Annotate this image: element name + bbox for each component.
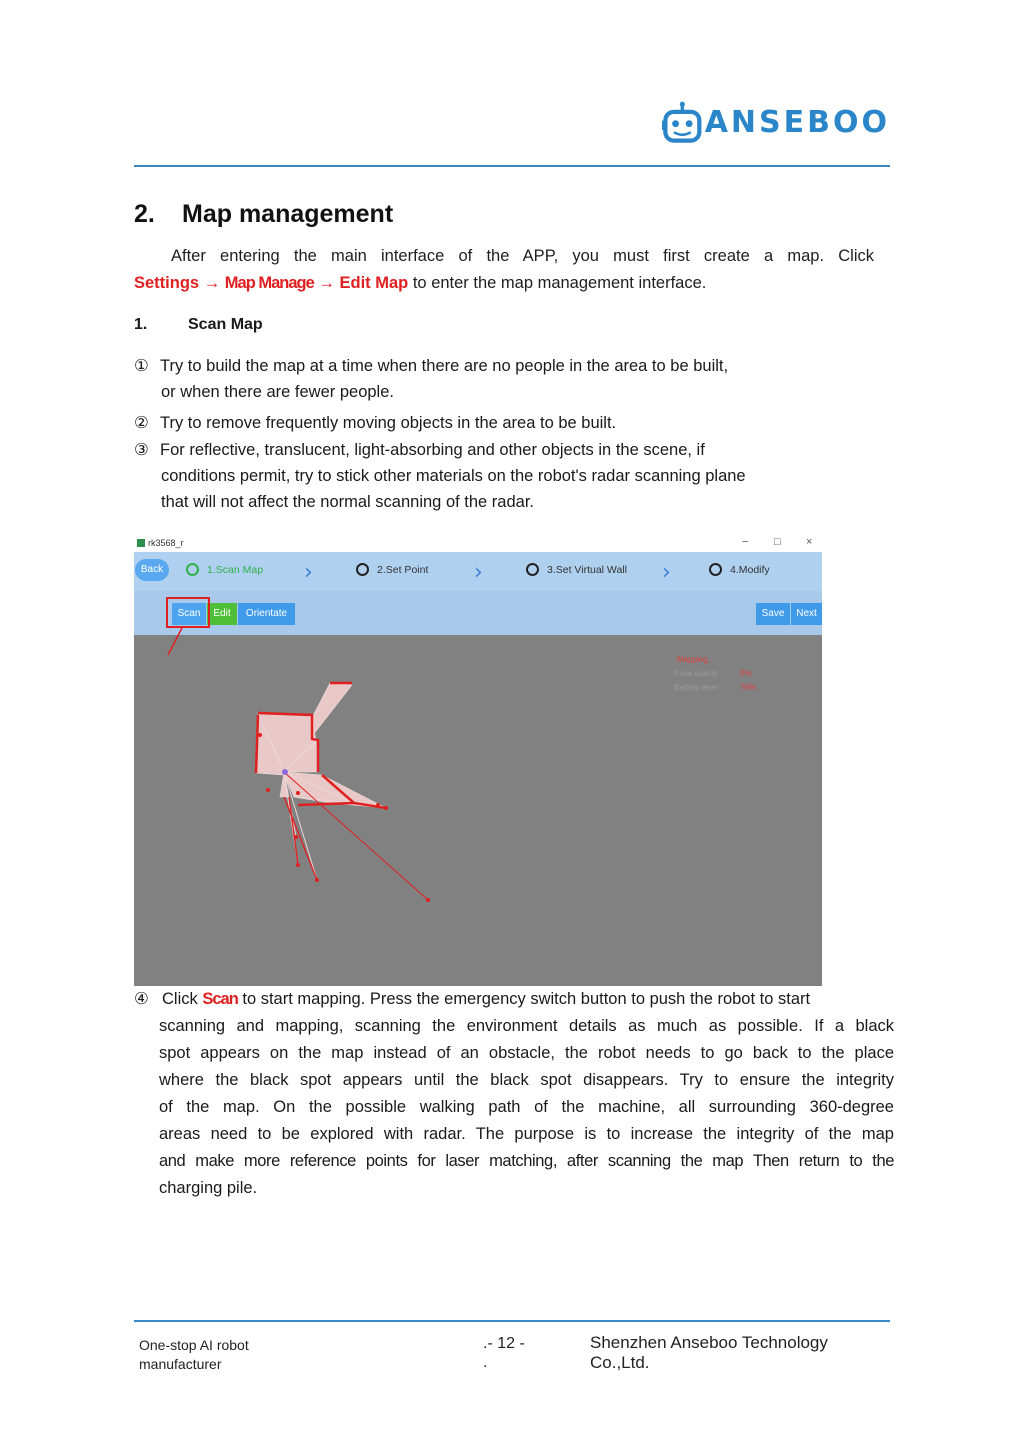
intro-line1: After entering the main interface of the APP, you must first create a map. Click xyxy=(171,247,874,265)
maximize-icon[interactable]: □ xyxy=(774,536,781,548)
item-text: Try to remove frequently moving objects in the area to be built. xyxy=(160,414,617,432)
item-text: and make more reference points for laser matching, after scanning the map Then return to the xyxy=(159,1152,894,1170)
item-text: areas need to be explored with radar. The purpose is to increase the integrity of the map xyxy=(159,1125,894,1143)
footer-right xyxy=(590,1333,828,1373)
step-label: 4.Modify xyxy=(730,563,770,576)
mapping-status xyxy=(674,653,756,695)
item-text: charging pile. xyxy=(159,1179,258,1197)
item-marker: ② xyxy=(134,414,149,432)
item-text: spot appears on the map instead of an obstacle, the robot needs to go back to the place xyxy=(159,1044,894,1062)
orientate-button[interactable]: Orientate xyxy=(238,603,295,625)
robot-logo-icon xyxy=(662,96,703,148)
item-scan: Scan xyxy=(202,990,238,1008)
item-marker: ③ xyxy=(134,441,149,459)
brand-name: ANSEBOO xyxy=(704,104,890,140)
scan-map-canvas xyxy=(134,535,822,986)
section-heading xyxy=(134,200,393,229)
close-icon[interactable]: × xyxy=(806,536,813,548)
list-item xyxy=(134,410,874,436)
footer-page xyxy=(483,1334,525,1372)
page-number: .- 12 - xyxy=(483,1335,525,1352)
item-text: of the map. On the possible walking path of the machine, all surrounding 360-degree xyxy=(159,1098,894,1116)
item-text: conditions permit, try to stick other materials on the robot's radar scanning plane xyxy=(161,467,746,485)
robot-position-icon xyxy=(282,769,288,775)
list-item xyxy=(134,986,894,1202)
window-title: rk3568_r xyxy=(148,538,184,548)
intro-end: to enter the map management interface. xyxy=(412,274,707,292)
pointer-arrow xyxy=(168,628,182,655)
chevron-right-icon: › xyxy=(474,560,483,585)
item-text: Try to build the map at a time when there are no people in the area to be built, xyxy=(160,357,729,375)
footer-right-line1: Shenzhen Anseboo Technology xyxy=(590,1333,828,1352)
section-title: Map management xyxy=(182,200,394,228)
pose-quality-label: Pose quality xyxy=(674,669,718,678)
brand-logo xyxy=(662,96,890,148)
step-label: 3.Set Virtual Wall xyxy=(547,563,627,576)
footer-rule xyxy=(134,1320,890,1322)
save-button[interactable]: Save xyxy=(756,603,790,625)
list-item xyxy=(134,437,874,515)
scan-button[interactable]: Scan xyxy=(172,603,206,625)
footer-left-line1: One-stop AI robot xyxy=(139,1337,249,1353)
subsection-title: Scan Map xyxy=(188,316,263,333)
header-rule xyxy=(134,165,890,167)
footer-left xyxy=(139,1336,249,1374)
item-text: scanning and mapping, scanning the environment details as much as possible. If a black xyxy=(159,1017,894,1035)
item-marker: ① xyxy=(134,357,149,375)
footer-left-line2: manufacturer xyxy=(139,1356,222,1372)
path-edit-map: Edit Map xyxy=(339,274,409,292)
item-text: to start mapping. Press the emergency switch button to push the robot to start xyxy=(242,990,811,1008)
battery-value: 76% xyxy=(740,683,757,692)
subsection-heading xyxy=(134,316,263,334)
subsection-number: 1. xyxy=(134,316,148,333)
item-click: Click xyxy=(162,990,198,1008)
path-settings: Settings xyxy=(134,274,200,292)
intro-line2 xyxy=(134,274,706,292)
minimize-icon[interactable]: − xyxy=(742,536,749,548)
step-label: 1.Scan Map xyxy=(207,563,264,576)
path-arrow: → xyxy=(318,274,335,292)
item-text: that will not affect the normal scanning of the radar. xyxy=(161,493,534,511)
chevron-right-icon: › xyxy=(662,560,671,585)
path-map-manage: Map Manage xyxy=(224,274,314,292)
step-label: 2.Set Point xyxy=(377,563,429,576)
next-button[interactable]: Next xyxy=(791,603,822,625)
chevron-right-icon: › xyxy=(304,560,313,585)
item-text: where the black spot appears until the black spot disappears. Try to ensure the integrity xyxy=(159,1071,894,1089)
section-number: 2. xyxy=(134,200,155,228)
item-text: or when there are fewer people. xyxy=(161,383,394,401)
item-marker: ④ xyxy=(134,990,149,1008)
intro-paragraph xyxy=(134,243,874,297)
pose-quality-value: 0% xyxy=(740,669,752,678)
item-text: For reflective, translucent, light-absorbing and other objects in the scene, if xyxy=(160,441,705,459)
list-item xyxy=(134,353,874,405)
edit-button[interactable]: Edit xyxy=(207,603,237,625)
mapping-label: Mapping... xyxy=(677,655,715,664)
battery-label: Battery level xyxy=(674,683,719,692)
back-button[interactable]: Back xyxy=(135,559,169,581)
laser-scan-area xyxy=(256,683,386,808)
footer-right-line2: Co.,Ltd. xyxy=(590,1353,650,1372)
path-arrow: → xyxy=(203,274,221,292)
page-dot: . xyxy=(483,1354,488,1371)
app-screenshot xyxy=(134,535,822,986)
